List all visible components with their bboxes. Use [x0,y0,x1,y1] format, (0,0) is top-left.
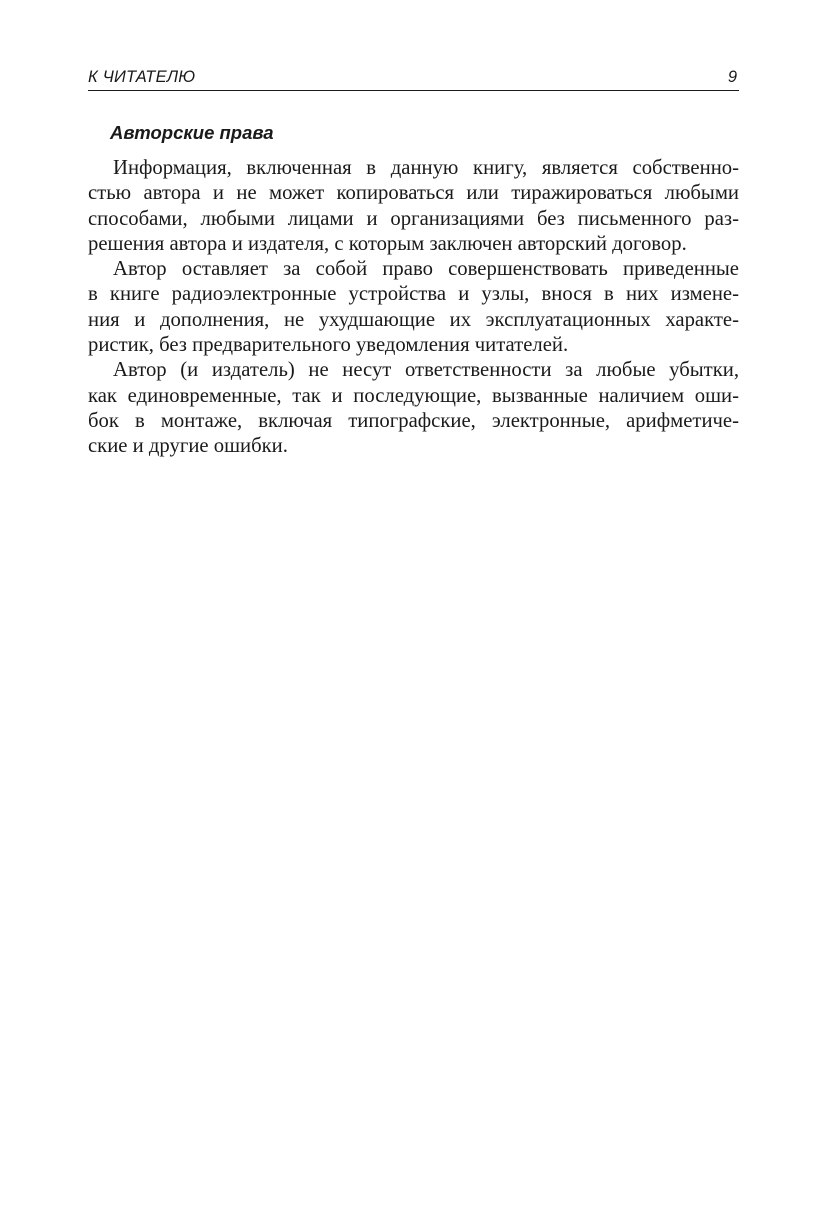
text-line: Автор (и издатель) не несут ответственности за любые убытки, [113,359,739,382]
text-line: в книге радиоэлектронные устройства и узлы, внося в них измене- [88,283,739,306]
text-line: Информация, включенная в данную книгу, является собственно- [113,157,739,179]
page-number: 9 [727,68,737,86]
paragraph-copyright-info [88,156,739,257]
text-line: как единовременные, так и последующие, вызванные наличием оши- [88,384,739,407]
text-line: Автор оставляет за собой право совершенствовать приведенные [113,258,739,281]
text-line: способами, любыми лицами и организациями без письменного раз- [88,207,739,230]
paragraph-author-rights [88,257,739,358]
text-line: ния и дополнения, не ухудшающие их эксплуатационных характе- [88,308,739,331]
section-heading: Авторские права [110,122,274,143]
text-line: ристик, без предварительного уведомления читателей. [88,334,569,357]
text-line: стью автора и не может копироваться или тиражироваться любыми [88,182,739,205]
paragraph-liability [88,358,739,459]
text-line: решения автора и издателя, с которым заключен авторский договор. [88,232,687,255]
running-head-title: К ЧИТАТЕЛЮ [88,68,196,86]
page-content [88,117,739,460]
running-head [88,66,739,91]
text-line: ские и другие ошибки. [88,435,288,458]
text-line: бок в монтаже, включая типографские, электронные, арифметиче- [88,409,739,432]
